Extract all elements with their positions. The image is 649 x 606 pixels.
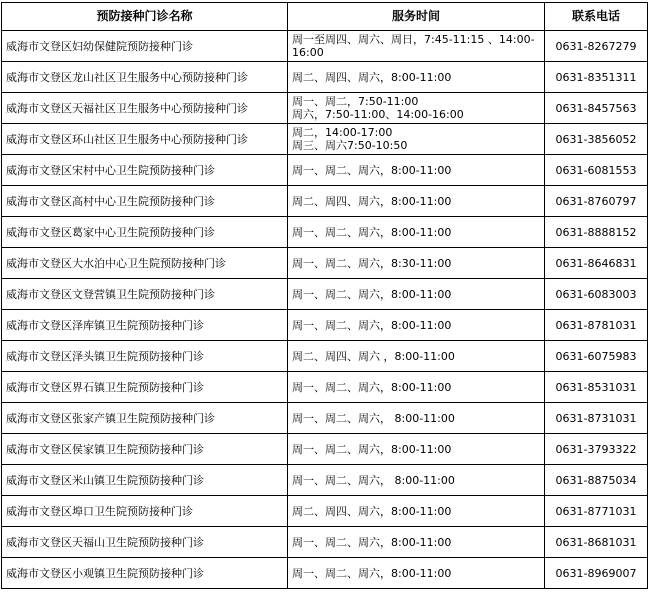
service-time-cell	[288, 217, 545, 248]
phone-cell: 0631-8888152	[545, 217, 648, 248]
phone-cell: 0631-6075983	[545, 341, 648, 372]
table-row	[2, 372, 648, 403]
service-time-line: 周三、周六7:50-10:50	[292, 139, 408, 152]
phone-cell: 0631-8681031	[545, 527, 648, 558]
phone-cell: 0631-8457563	[545, 93, 648, 124]
phone-cell: 0631-8760797	[545, 186, 648, 217]
phone-cell: 0631-8875034	[545, 465, 648, 496]
service-time-cell	[288, 341, 545, 372]
clinic-name-cell: 威海市文登区界石镇卫生院预防接种门诊	[2, 372, 288, 403]
table-row	[2, 403, 648, 434]
service-time-cell	[288, 279, 545, 310]
phone-cell: 0631-6081553	[545, 155, 648, 186]
clinic-name-cell: 威海市文登区泽头镇卫生院预防接种门诊	[2, 341, 288, 372]
phone-cell: 0631-8267279	[545, 31, 648, 62]
service-time-cell	[288, 124, 545, 155]
table-row	[2, 527, 648, 558]
service-time-line: 周二、周四、周六 ，8:00-11:00	[292, 349, 455, 363]
service-time-cell	[288, 403, 545, 434]
phone-cell: 0631-8969007	[545, 558, 648, 589]
table-row	[2, 93, 648, 124]
service-time-line: 周一、周二、周六，8:00-11:00	[292, 566, 452, 580]
table-row	[2, 496, 648, 527]
clinic-name-cell: 威海市文登区高村中心卫生院预防接种门诊	[2, 186, 288, 217]
table-row	[2, 217, 648, 248]
clinic-name-cell: 威海市文登区宋村中心卫生院预防接种门诊	[2, 155, 288, 186]
service-time-cell	[288, 527, 545, 558]
service-time-cell	[288, 434, 545, 465]
service-time-line: 周一、周二、周六，8:30-11:00	[292, 256, 452, 270]
service-time-cell	[288, 496, 545, 527]
service-time-line: 周一、周二，7:50-11:00	[292, 95, 419, 108]
service-time-cell	[288, 558, 545, 589]
service-time-line: 周一、周二、周六，8:00-11:00	[292, 535, 452, 549]
table-body	[2, 31, 648, 589]
clinic-name-cell: 威海市文登区大水泊中心卫生院预防接种门诊	[2, 248, 288, 279]
table-header-row	[2, 3, 648, 31]
table-row	[2, 155, 648, 186]
table-row	[2, 434, 648, 465]
phone-cell: 0631-6083003	[545, 279, 648, 310]
clinic-name-cell: 威海市文登区小观镇卫生院预防接种门诊	[2, 558, 288, 589]
phone-cell: 0631-8771031	[545, 496, 648, 527]
clinic-name-cell: 威海市文登区米山镇卫生院预防接种门诊	[2, 465, 288, 496]
service-time-cell	[288, 93, 545, 124]
service-time-line: 周二、周四、周六，8:00-11:00	[292, 194, 452, 208]
service-time-line: 周一至周四、周六、周日，7:45-11:15 、14:00-	[292, 33, 535, 46]
phone-cell: 0631-3793322	[545, 434, 648, 465]
clinic-name-cell: 威海市文登区张家产镇卫生院预防接种门诊	[2, 403, 288, 434]
service-time-line: 16:00	[292, 46, 324, 59]
table-row	[2, 248, 648, 279]
clinic-name-cell: 威海市文登区妇幼保健院预防接种门诊	[2, 31, 288, 62]
service-time-line: 周六，7:50-11:00、14:00-16:00	[292, 108, 464, 121]
table-row	[2, 62, 648, 93]
service-time-line: 周一、周二、周六，8:00-11:00	[292, 442, 452, 456]
clinic-name-cell: 威海市文登区文登营镇卫生院预防接种门诊	[2, 279, 288, 310]
service-time-cell	[288, 31, 545, 62]
clinic-name-cell: 威海市文登区环山社区卫生服务中心预防接种门诊	[2, 124, 288, 155]
phone-cell: 0631-8351311	[545, 62, 648, 93]
service-time-line: 周二、周四、周六，8:00-11:00	[292, 70, 452, 84]
phone-cell: 0631-8531031	[545, 372, 648, 403]
service-time-cell	[288, 155, 545, 186]
table-row	[2, 310, 648, 341]
phone-cell: 0631-8781031	[545, 310, 648, 341]
clinic-name-cell: 威海市文登区天福社区卫生服务中心预防接种门诊	[2, 93, 288, 124]
phone-cell: 0631-3856052	[545, 124, 648, 155]
header-clinic-name: 预防接种门诊名称	[2, 3, 288, 31]
clinic-name-cell: 威海市文登区泽库镇卫生院预防接种门诊	[2, 310, 288, 341]
table-row	[2, 465, 648, 496]
table-row	[2, 279, 648, 310]
table-row	[2, 558, 648, 589]
table-row	[2, 186, 648, 217]
service-time-cell	[288, 186, 545, 217]
phone-cell: 0631-8731031	[545, 403, 648, 434]
clinic-name-cell: 威海市文登区葛家中心卫生院预防接种门诊	[2, 217, 288, 248]
service-time-line: 周一、周二、周六，8:00-11:00	[292, 225, 452, 239]
service-time-line: 周一、周二、周六，8:00-11:00	[292, 287, 452, 301]
service-time-line: 周一、周二、周六， 8:00-11:00	[292, 411, 455, 425]
service-time-line: 周一、周二、周六，8:00-11:00	[292, 380, 452, 394]
clinic-schedule-table	[1, 2, 648, 589]
header-service-time: 服务时间	[288, 3, 545, 31]
clinic-name-cell: 威海市文登区埠口卫生院预防接种门诊	[2, 496, 288, 527]
service-time-line: 周二、周四、周六，8:00-11:00	[292, 504, 452, 518]
service-time-line: 周一、周二、周六，8:00-11:00	[292, 163, 452, 177]
service-time-line: 周二，14:00-17:00	[292, 126, 393, 139]
clinic-name-cell: 威海市文登区侯家镇卫生院预防接种门诊	[2, 434, 288, 465]
table-row	[2, 124, 648, 155]
service-time-cell	[288, 310, 545, 341]
service-time-cell	[288, 372, 545, 403]
service-time-cell	[288, 62, 545, 93]
service-time-cell	[288, 465, 545, 496]
service-time-line: 周一、周二、周六，8:00-11:00	[292, 318, 452, 332]
table-row	[2, 341, 648, 372]
service-time-cell	[288, 248, 545, 279]
clinic-name-cell: 威海市文登区龙山社区卫生服务中心预防接种门诊	[2, 62, 288, 93]
service-time-line: 周一、周二、周六， 8:00-11:00	[292, 473, 455, 487]
header-phone: 联系电话	[545, 3, 648, 31]
clinic-name-cell: 威海市文登区天福山卫生院预防接种门诊	[2, 527, 288, 558]
table-row	[2, 31, 648, 62]
phone-cell: 0631-8646831	[545, 248, 648, 279]
